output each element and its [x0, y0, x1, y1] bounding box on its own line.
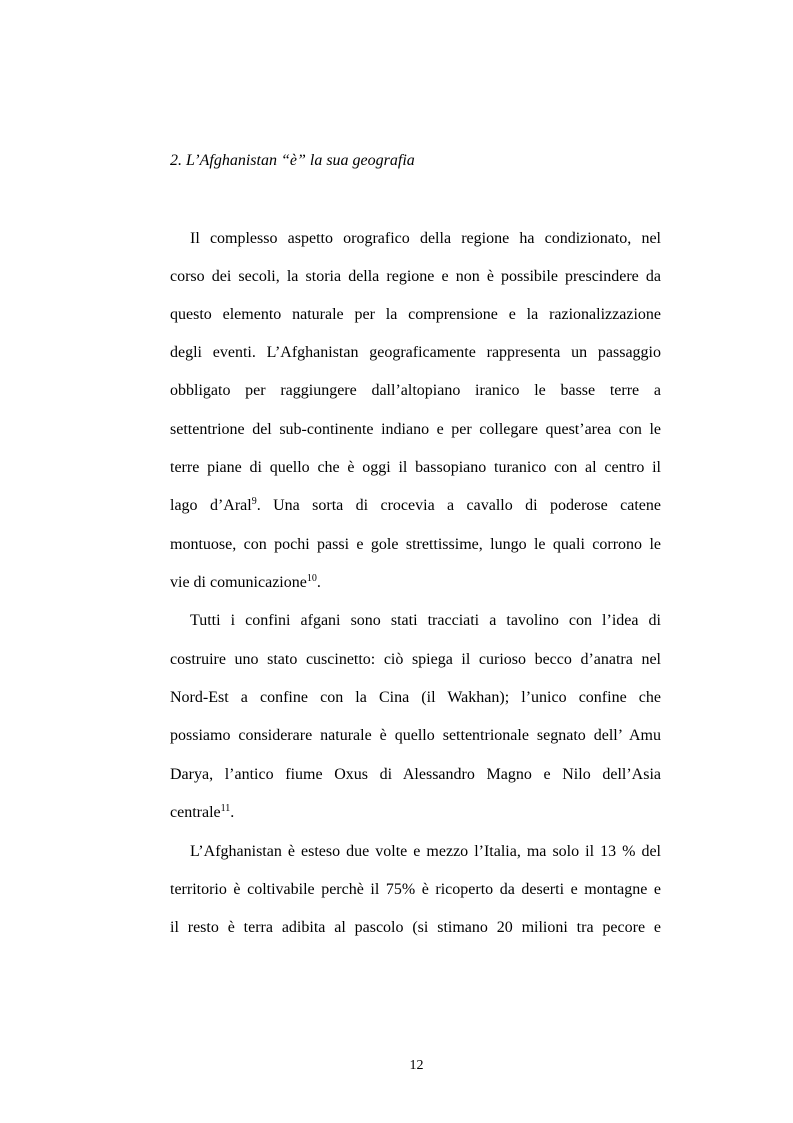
paragraph-line: il resto è terra adibita al pascolo (si stimano 20 milioni tra pecore e: [170, 919, 661, 936]
paragraph-line: [170, 803, 661, 823]
line-text: lago d’Aral: [170, 497, 252, 514]
paragraph-line: montuose, con pochi passi e gole strettissime, lungo le quali corrono le: [170, 536, 661, 553]
paragraph-line: Nord-Est a confine con la Cina (il Wakhan); l’unico confine che: [170, 689, 661, 706]
paragraph-line: Darya, l’antico fiume Oxus di Alessandro Magno e Nilo dell’Asia: [170, 766, 661, 783]
section-heading: 2. L’Afghanistan “è” la sua geografia: [170, 152, 415, 169]
paragraph-line: obbligato per raggiungere dall’altopiano iranico le basse terre a: [170, 382, 661, 399]
paragraph-line: Il complesso aspetto orografico della regione ha condizionato, nel: [190, 230, 661, 247]
paragraph-line: [170, 573, 661, 593]
line-text: . Una sorta di crocevia a cavallo di poderose catene: [256, 497, 661, 514]
footnote-ref-9[interactable]: 9: [251, 496, 257, 507]
line-text: .: [230, 804, 235, 821]
footnote-ref-11[interactable]: 11: [220, 803, 231, 814]
footnote-ref-10[interactable]: 10: [306, 573, 317, 584]
paragraph-line: L’Afghanistan è esteso due volte e mezzo l’Italia, ma solo il 13 % del: [190, 843, 661, 860]
paragraph-line: terre piane di quello che è oggi il bassopiano turanico con al centro il: [170, 459, 661, 476]
line-text: vie di comunicazione: [170, 574, 307, 591]
page-number: 12: [409, 1058, 424, 1073]
line-text: centrale: [170, 804, 221, 821]
paragraph-line: settentrione del sub-continente indiano e per collegare quest’area con le: [170, 421, 661, 438]
paragraph-line: corso dei secoli, la storia della regione e non è possibile prescindere da: [170, 268, 661, 285]
paragraph-line: [170, 496, 661, 516]
paragraph-line: costruire uno stato cuscinetto: ciò spiega il curioso becco d’anatra nel: [170, 651, 661, 668]
paragraph-line: Tutti i confini afgani sono stati tracciati a tavolino con l’idea di: [190, 612, 661, 629]
paragraph-line: degli eventi. L’Afghanistan geograficamente rappresenta un passaggio: [170, 344, 661, 361]
line-text: .: [316, 574, 321, 591]
paragraph-line: questo elemento naturale per la comprensione e la razionalizzazione: [170, 306, 661, 323]
paragraph-line: possiamo considerare naturale è quello settentrionale segnato dell’ Amu: [170, 727, 661, 744]
paragraph-line: territorio è coltivabile perchè il 75% è ricoperto da deserti e montagne e: [170, 881, 661, 898]
